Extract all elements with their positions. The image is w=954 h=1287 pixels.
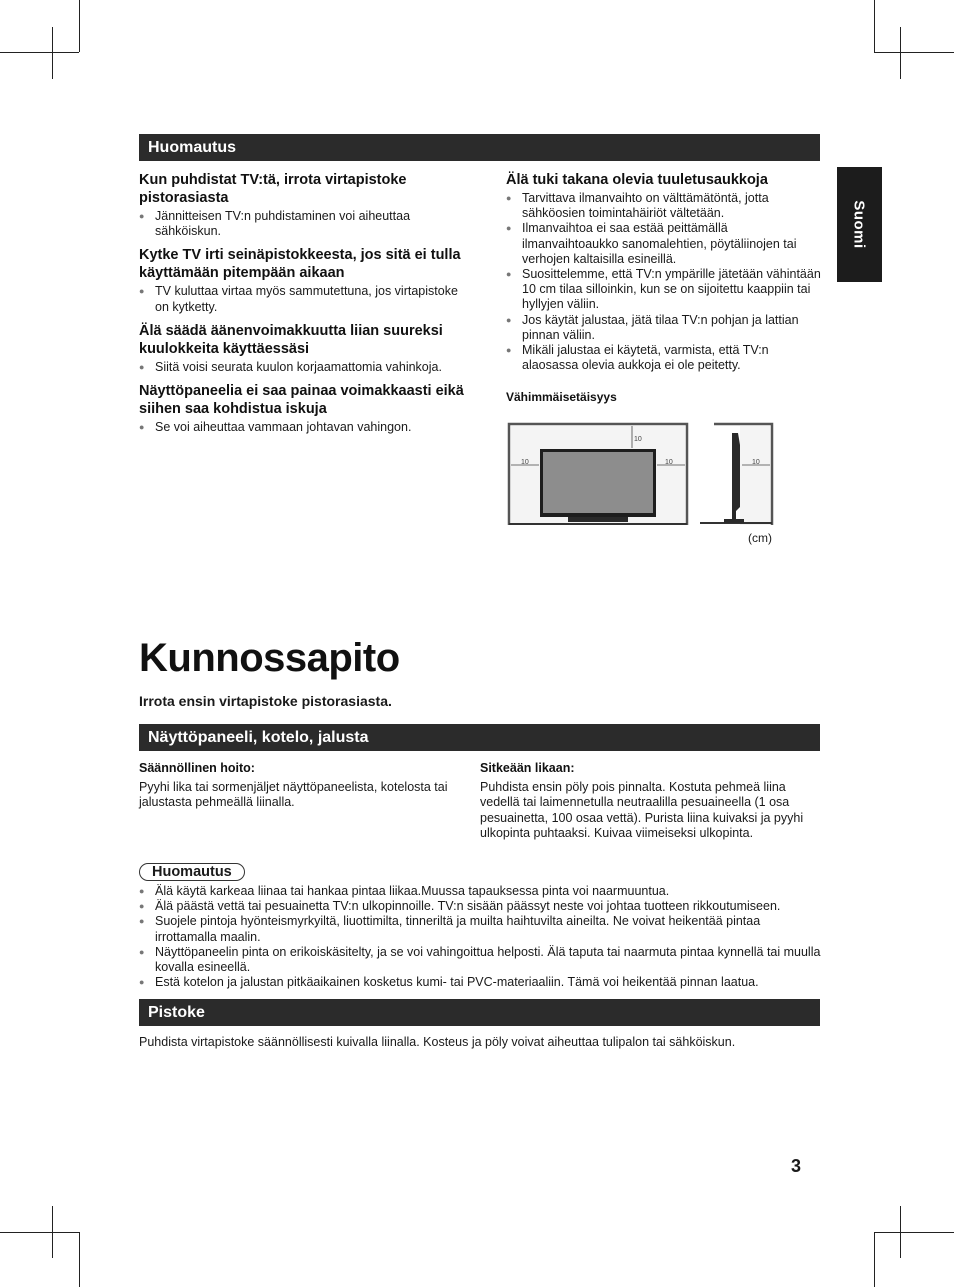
crop-mark <box>27 52 79 53</box>
crop-mark <box>874 1232 875 1287</box>
panel-note-list <box>139 884 824 990</box>
panel-note-item: ● Älä käytä karkeaa liinaa tai hankaa pintaa liikaa.Muussa tapauksessa pinta voi naarmuuntua. <box>139 884 824 899</box>
page-number: 3 <box>791 1156 802 1176</box>
note-bullet-list <box>139 420 474 435</box>
ventilation-bullet: ● Jos käytät jalustaa, jätä tilaa TV:n pohjan ja lattian pinnan väliin. <box>506 313 822 343</box>
panel-note-item: ● Estä kotelon ja jalustan pitkäaikainen kosketus kumi- tai PVC-materiaaliin. Tämä voi heikentää pinnan laatua. <box>139 975 824 990</box>
ventilation-bullet: ● Ilmanvaihtoa ei saa estää peittämällä ilmanvaihtoaukko sanomalehtien, pöytäliinojen tai verhojen kaltaisilla esineillä. <box>506 221 822 267</box>
ventilation-bullet-list <box>506 191 822 373</box>
side-clearance-label: 10 <box>752 459 760 466</box>
panel-note-item: ● Suojele pintoja hyönteismyrkyiltä, liuottimilta, tinneriltä ja muilta haihtuvilta aineilta. Ne voivat heikentää pintaa irrottamalla maalin. <box>139 914 824 944</box>
note-section-header: Huomautus <box>139 134 820 161</box>
crop-mark <box>27 1232 79 1233</box>
side-clearance-area <box>740 426 770 525</box>
note-pill-label: Huomautus <box>139 863 245 881</box>
note-heading: Älä säädä äänenvoimakkuutta liian suureksi kuulokkeita käyttäessäsi <box>139 322 443 357</box>
page-title: Kunnossapito <box>139 636 400 680</box>
top-clearance-label: 10 <box>634 436 642 443</box>
note-bullet: ● Siitä voisi seurata kuulon korjaamattomia vahinkoja. <box>139 360 474 375</box>
crop-mark <box>52 1206 53 1258</box>
ventilation-bullet: ● Mikäli jalustaa ei käytetä, varmista, että TV:n alaosassa olevia aukkoja ei ole peitetty. <box>506 343 822 373</box>
note-heading: Näyttöpaneelia ei saa painaa voimakkaasti eikä siihen saa kohdistua iskuja <box>139 383 464 418</box>
panel-notes <box>139 863 824 997</box>
crop-mark <box>0 1232 27 1233</box>
maintenance-intro: Irrota ensin virtapistoke pistorasiasta. <box>139 693 392 709</box>
ventilation-bullet: ● Suosittelemme, että TV:n ympärille jätetään vähintään 10 cm tilaa silloinkin, kun se on sijoitettu kaappiin tai hyllyjen väliin. <box>506 267 822 313</box>
ventilation-heading: Älä tuki takana olevia tuuletusaukkoja <box>506 172 768 188</box>
note-right-column <box>506 171 822 380</box>
note-bullet: ● Se voi aiheuttaa vammaan johtavan vahingon. <box>139 420 474 435</box>
note-heading: Kun puhdistat TV:tä, irrota virtapistoke pistorasiasta <box>139 172 407 206</box>
note-bullet-list <box>139 209 474 239</box>
crop-mark <box>926 52 954 53</box>
note-left-column <box>139 171 474 442</box>
crop-mark <box>926 1232 954 1233</box>
clearance-diagram <box>500 415 790 527</box>
panel-section-header: Näyttöpaneeli, kotelo, jalusta <box>139 724 820 751</box>
panel-note-item: ● Älä päästä vettä tai pesuainetta TV:n ulkopinnoille. TV:n sisään päässyt neste voi johtaa tuotteen rikkoutumiseen. <box>139 899 824 914</box>
crop-mark <box>79 0 80 52</box>
note-bullet-list <box>139 360 474 375</box>
panel-note-item: ● Näyttöpaneelin pinta on erikoiskäsitelty, ja se voi vahingoittua helposti. Älä taputa tai naarmuta pintaa kynnellä tai muulla kovalla esineellä. <box>139 945 824 975</box>
right-clearance-label: 10 <box>665 459 673 466</box>
crop-mark <box>874 0 875 52</box>
regular-care-column <box>139 761 471 811</box>
tv-front-stand <box>568 517 628 522</box>
note-bullet-list <box>139 284 474 314</box>
note-bullet: ● Jännitteisen TV:n puhdistaminen voi aiheuttaa sähköiskun. <box>139 209 474 239</box>
stubborn-dirt-text: Puhdista ensin pöly pois pinnalta. Kostuta pehmeä liina vedellä tai laimennetulla neutraalilla pesuaineella (1 osa pesuainetta, 100 osaa vettä). Purista liina kuivaksi ja pyyhi ulkopinta puhtaaksi. Kuivaa viimeiseksi ulkopinta. <box>480 780 804 840</box>
ventilation-bullet: ● Tarvittava ilmanvaihto on välttämätöntä, jotta sähköosien toimintahäiriöt vältetään. <box>506 191 822 221</box>
crop-mark <box>900 1206 901 1258</box>
diagram-title: Vähimmäisetäisyys <box>506 390 617 404</box>
stubborn-dirt-column <box>480 761 820 841</box>
tv-front-screen <box>543 452 653 513</box>
crop-mark <box>0 52 27 53</box>
plug-section-text: Puhdista virtapistoke säännöllisesti kuivalla liinalla. Kosteus ja pöly voivat aiheuttaa tulipalon tai sähköiskun. <box>139 1035 736 1049</box>
crop-mark <box>52 27 53 79</box>
crop-mark <box>900 27 901 79</box>
stubborn-dirt-heading: Sitkeään likaan: <box>480 761 575 775</box>
left-clearance-label: 10 <box>521 459 529 466</box>
regular-care-text: Pyyhi lika tai sormenjäljet näyttöpaneelista, kotelosta tai jalustasta pehmeällä liinalla. <box>139 780 448 810</box>
diagram-unit: (cm) <box>748 531 772 545</box>
note-heading: Kytke TV irti seinäpistokkeesta, jos sitä ei tulla käyttämään pitempään aikaan <box>139 247 461 282</box>
plug-section-header: Pistoke <box>139 999 820 1026</box>
regular-care-heading: Säännöllinen hoito: <box>139 761 255 775</box>
language-tab <box>837 167 882 282</box>
note-bullet: ● TV kuluttaa virtaa myös sammutettuna, jos virtapistoke on kytketty. <box>139 284 474 314</box>
crop-mark <box>79 1232 80 1287</box>
language-tab-label: Suomi <box>851 200 868 249</box>
